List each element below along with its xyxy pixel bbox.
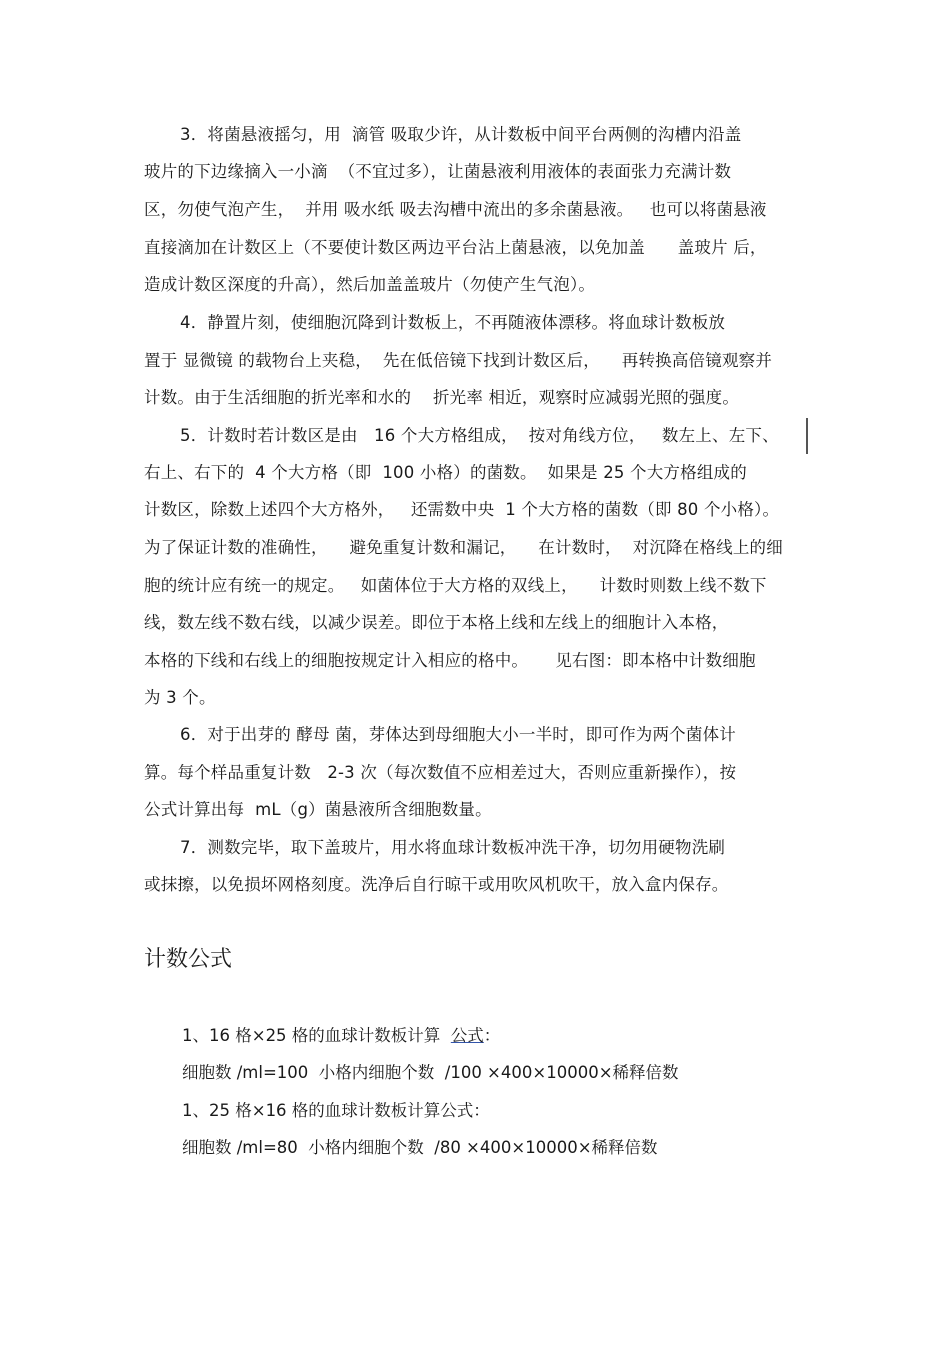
paragraph-3-line-5: 造成计数区深度的升高），然后加盖盖玻片（勿使产生气泡）。 xyxy=(144,275,596,294)
paragraph-5-line-8: 为 3 个。 xyxy=(144,688,216,707)
formula-1-title-suffix: ： xyxy=(483,1026,501,1045)
formula-link[interactable]: 公式 xyxy=(450,1026,484,1045)
paragraph-6-line-3: 公式计算出每 mL（g）菌悬液所含细胞数量。 xyxy=(144,800,492,819)
paragraph-3-line-3: 区，勿使气泡产生， 并用 吸水纸 吸去沟槽中流出的多余菌悬液。 也可以将菌悬液 xyxy=(144,200,767,219)
paragraph-6-line-2: 算。每个样品重复计数 2-3 次（每次数值不应相差过大，否则应重新操作），按 xyxy=(144,763,737,782)
formula-2-title: 1、25 格×16 格的血球计数板计算公式： xyxy=(182,1101,490,1120)
paragraph-7-line-2: 或抹擦，以免损坏网格刻度。洗净后自行晾干或用吹风机吹干，放入盒内保存。 xyxy=(144,875,729,894)
paragraph-5-line-1: 5．计数时若计数区是由 16 个大方格组成， 按对角线方位， 数左上、左下、 xyxy=(180,426,779,445)
section-heading: 计数公式 xyxy=(144,947,233,972)
formula-2-expression: 细胞数 /ml=80 小格内细胞个数 /80 ×400×10000×稀释倍数 xyxy=(182,1138,658,1157)
paragraph-3-line-1: 3．将菌悬液摇匀，用 滴管 吸取少许，从计数板中间平台两侧的沟槽内沿盖 xyxy=(180,125,742,144)
paragraph-4-line-3: 计数。由于生活细胞的折光率和水的 折光率 相近，观察时应减弱光照的强度。 xyxy=(144,388,740,407)
paragraph-4-line-2: 置于 显微镜 的载物台上夹稳， 先在低倍镜下找到计数区后， 再转换高倍镜观察并 xyxy=(144,351,773,370)
paragraph-4-line-1: 4．静置片刻，使细胞沉降到计数板上，不再随液体漂移。将血球计数板放 xyxy=(180,313,726,332)
paragraph-5-line-2: 右上、右下的 4 个大方格（即 100 小格）的菌数。 如果是 25 个大方格组成的 xyxy=(144,463,747,482)
paragraph-3-line-2: 玻片的下边缘摘入一小滴 （不宜过多），让菌悬液利用液体的表面张力充满计数 xyxy=(144,162,732,181)
paragraph-5-line-7: 本格的下线和右线上的细胞按规定计入相应的格中。 见右图：即本格中计数细胞 xyxy=(144,651,756,670)
paragraph-5-line-4: 为了保证计数的准确性， 避免重复计数和漏记， 在计数时， 对沉降在格线上的细 xyxy=(144,538,783,557)
paragraph-3-line-4: 直接滴加在计数区上（不要使计数区两边平台沾上菌悬液，以免加盖 盖玻片 后， xyxy=(144,238,767,257)
paragraph-5-line-3: 计数区，除数上述四个大方格外， 还需数中央 1 个大方格的菌数（即 80 个小格）。 xyxy=(144,500,780,519)
paragraph-5-line-6: 线，数左线不数右线，以减少误差。即位于本格上线和左线上的细胞计入本格， xyxy=(144,613,729,632)
paragraph-7-line-1: 7．测数完毕，取下盖玻片，用水将血球计数板冲洗干净，切勿用硬物洗刷 xyxy=(180,838,726,857)
formula-1-expression: 细胞数 /ml=100 小格内细胞个数 /100 ×400×10000×稀释倍数 xyxy=(182,1063,679,1082)
paragraph-6-line-1: 6．对于出芽的 酵母 菌，芽体达到母细胞大小一半时，即可作为两个菌体计 xyxy=(180,725,736,744)
text-cursor-bar xyxy=(806,418,808,454)
formula-1-title xyxy=(182,1025,500,1047)
paragraph-5-line-5: 胞的统计应有统一的规定。 如菌体位于大方格的双线上， 计数时则数上线不数下 xyxy=(144,576,767,595)
formula-1-title-prefix: 1、16 格×25 格的血球计数板计算 xyxy=(182,1026,451,1045)
